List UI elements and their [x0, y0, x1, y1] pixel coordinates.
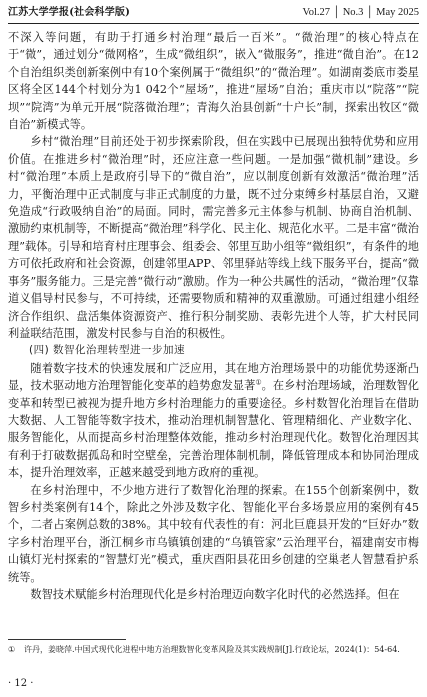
page-number: · 12 · [8, 678, 34, 689]
footnote-rule [8, 639, 126, 640]
section-heading: (四) 数智化治理转型进一步加速 [29, 344, 186, 357]
footnote-text: 许丹，姜晓萍.中国式现代化进程中地方治理数智化变革风险及其实践规制[J].行政论坛，2024(1)：54-64. [24, 645, 400, 654]
footnote [8, 644, 419, 656]
paragraph-3 [8, 360, 419, 482]
paragraph-3-text-a: 随着数字技术的快速发展和广泛应用，其在地方治理场景中的功能优势逐渐凸显，技术驱动地方治理智能化变革的趋势愈发显著 [8, 361, 419, 393]
article-body [8, 29, 419, 603]
paragraph-1: 不深入等问题，有助于打通乡村治理“最后一百米”。“微治理”的核心特点在于“微”，通过划分“微网格”，生成“微组织”，嵌入“微服务”，推进“微自治”。在12个自治组织类创新案例中有10个案例属于“微组织”的“微治理”。如湖南娄底市娄星区将全区144个村划分为1 042个“屋场”，推进“屋场”自治；重庆市以“院落”“院坝”“院湾”为单元开展“院落微治理”；青海久治县创新“十户长”制，探索出牧区“微自治”新模式等。 [8, 31, 419, 132]
paragraph-5: 数智技术赋能乡村治理现代化是乡村治理迈向数字化时代的必然选择。但在 [30, 588, 400, 601]
paragraph-2: 乡村“微治理”目前还处于初步探索阶段，但在实践中已展现出独特优势和应用价值。在推进乡村“微治理”时，还应注意一些问题。一是加强“微机制”建设。乡村“微治理”本质上是政府引导下的“微自治”，应以制度创新有效激活“微治理”活力，平衡治理中正式制度与非正式制度的力量，既不过分束缚乡村基层自治，又避免造成“行政吸纳自治”的局面。同时，需完善多元主体参与机制、协商自治机制、激励约束机制等，不断提高“微治理”科学化、民主化、规范化水平。二是丰富“微治理”载体。引导和培育村庄理事会、组委会、邻里互助小组等“微组织”，有条件的地方可依托政府和社会资源，创建邻里APP、邻里驿站等线上线下服务平台，提高“微事务”服务能力。三是完善“微行动”激励。作为一种公共属性的活动，“微治理”仅靠道义倡导村民参与，不可持续，还需要物质和精神的双重激励。可通过组建小组经济合作组织、盘活集体资源资产、推行积分制奖励、表彰先进个人等，扩大村民同利益联结范围，激发村民参与自治的积极性。 [8, 135, 419, 340]
paragraph-3-text-b: 。在乡村治理场域，治理数智化变革和转型已被视为提升地方乡村治理能力的重要途径。乡村数智化治理旨在借助大数据、人工智能等数字技术，推动治理机制智慧化、管理精细化、产业数字化、服务智能化，从而提高乡村治理整体效能，推动乡村治理现代化。数智化治理因其有利于打破数据孤岛和时空壁垒，完善治理体制机制，降低管理成本和协同治理成本，提升治理效率，正越来越受到地方政府的重视。 [8, 379, 419, 480]
header-rule [8, 23, 419, 24]
footnote-marker: ① [8, 645, 16, 654]
volume-issue-info: Vol.27 │ No.3 │ May 2025 [302, 7, 419, 18]
running-header [8, 4, 419, 22]
journal-name: 江苏大学学报(社会科学版) [8, 7, 131, 18]
paragraph-4: 在乡村治理中，不少地方进行了数智化治理的探索。在155个创新案例中，数智乡村类案例有14个，除此之外涉及数字化、智能化平台多场景应用的案例有45个，二者占案例总数的38%。其中较有代表性的有：河北巨鹿县开发的“巨好办”数字乡村治理平台，浙江桐乡市乌镇镇创建的“乌镇管家”云治理平台，福建南安市梅山镇灯光村探索的“智慧灯光”模式，重庆酉阳县花田乡创建的空巢老人智慧看护系统等。 [8, 483, 419, 584]
footnote-reference[interactable]: ① [255, 378, 262, 387]
